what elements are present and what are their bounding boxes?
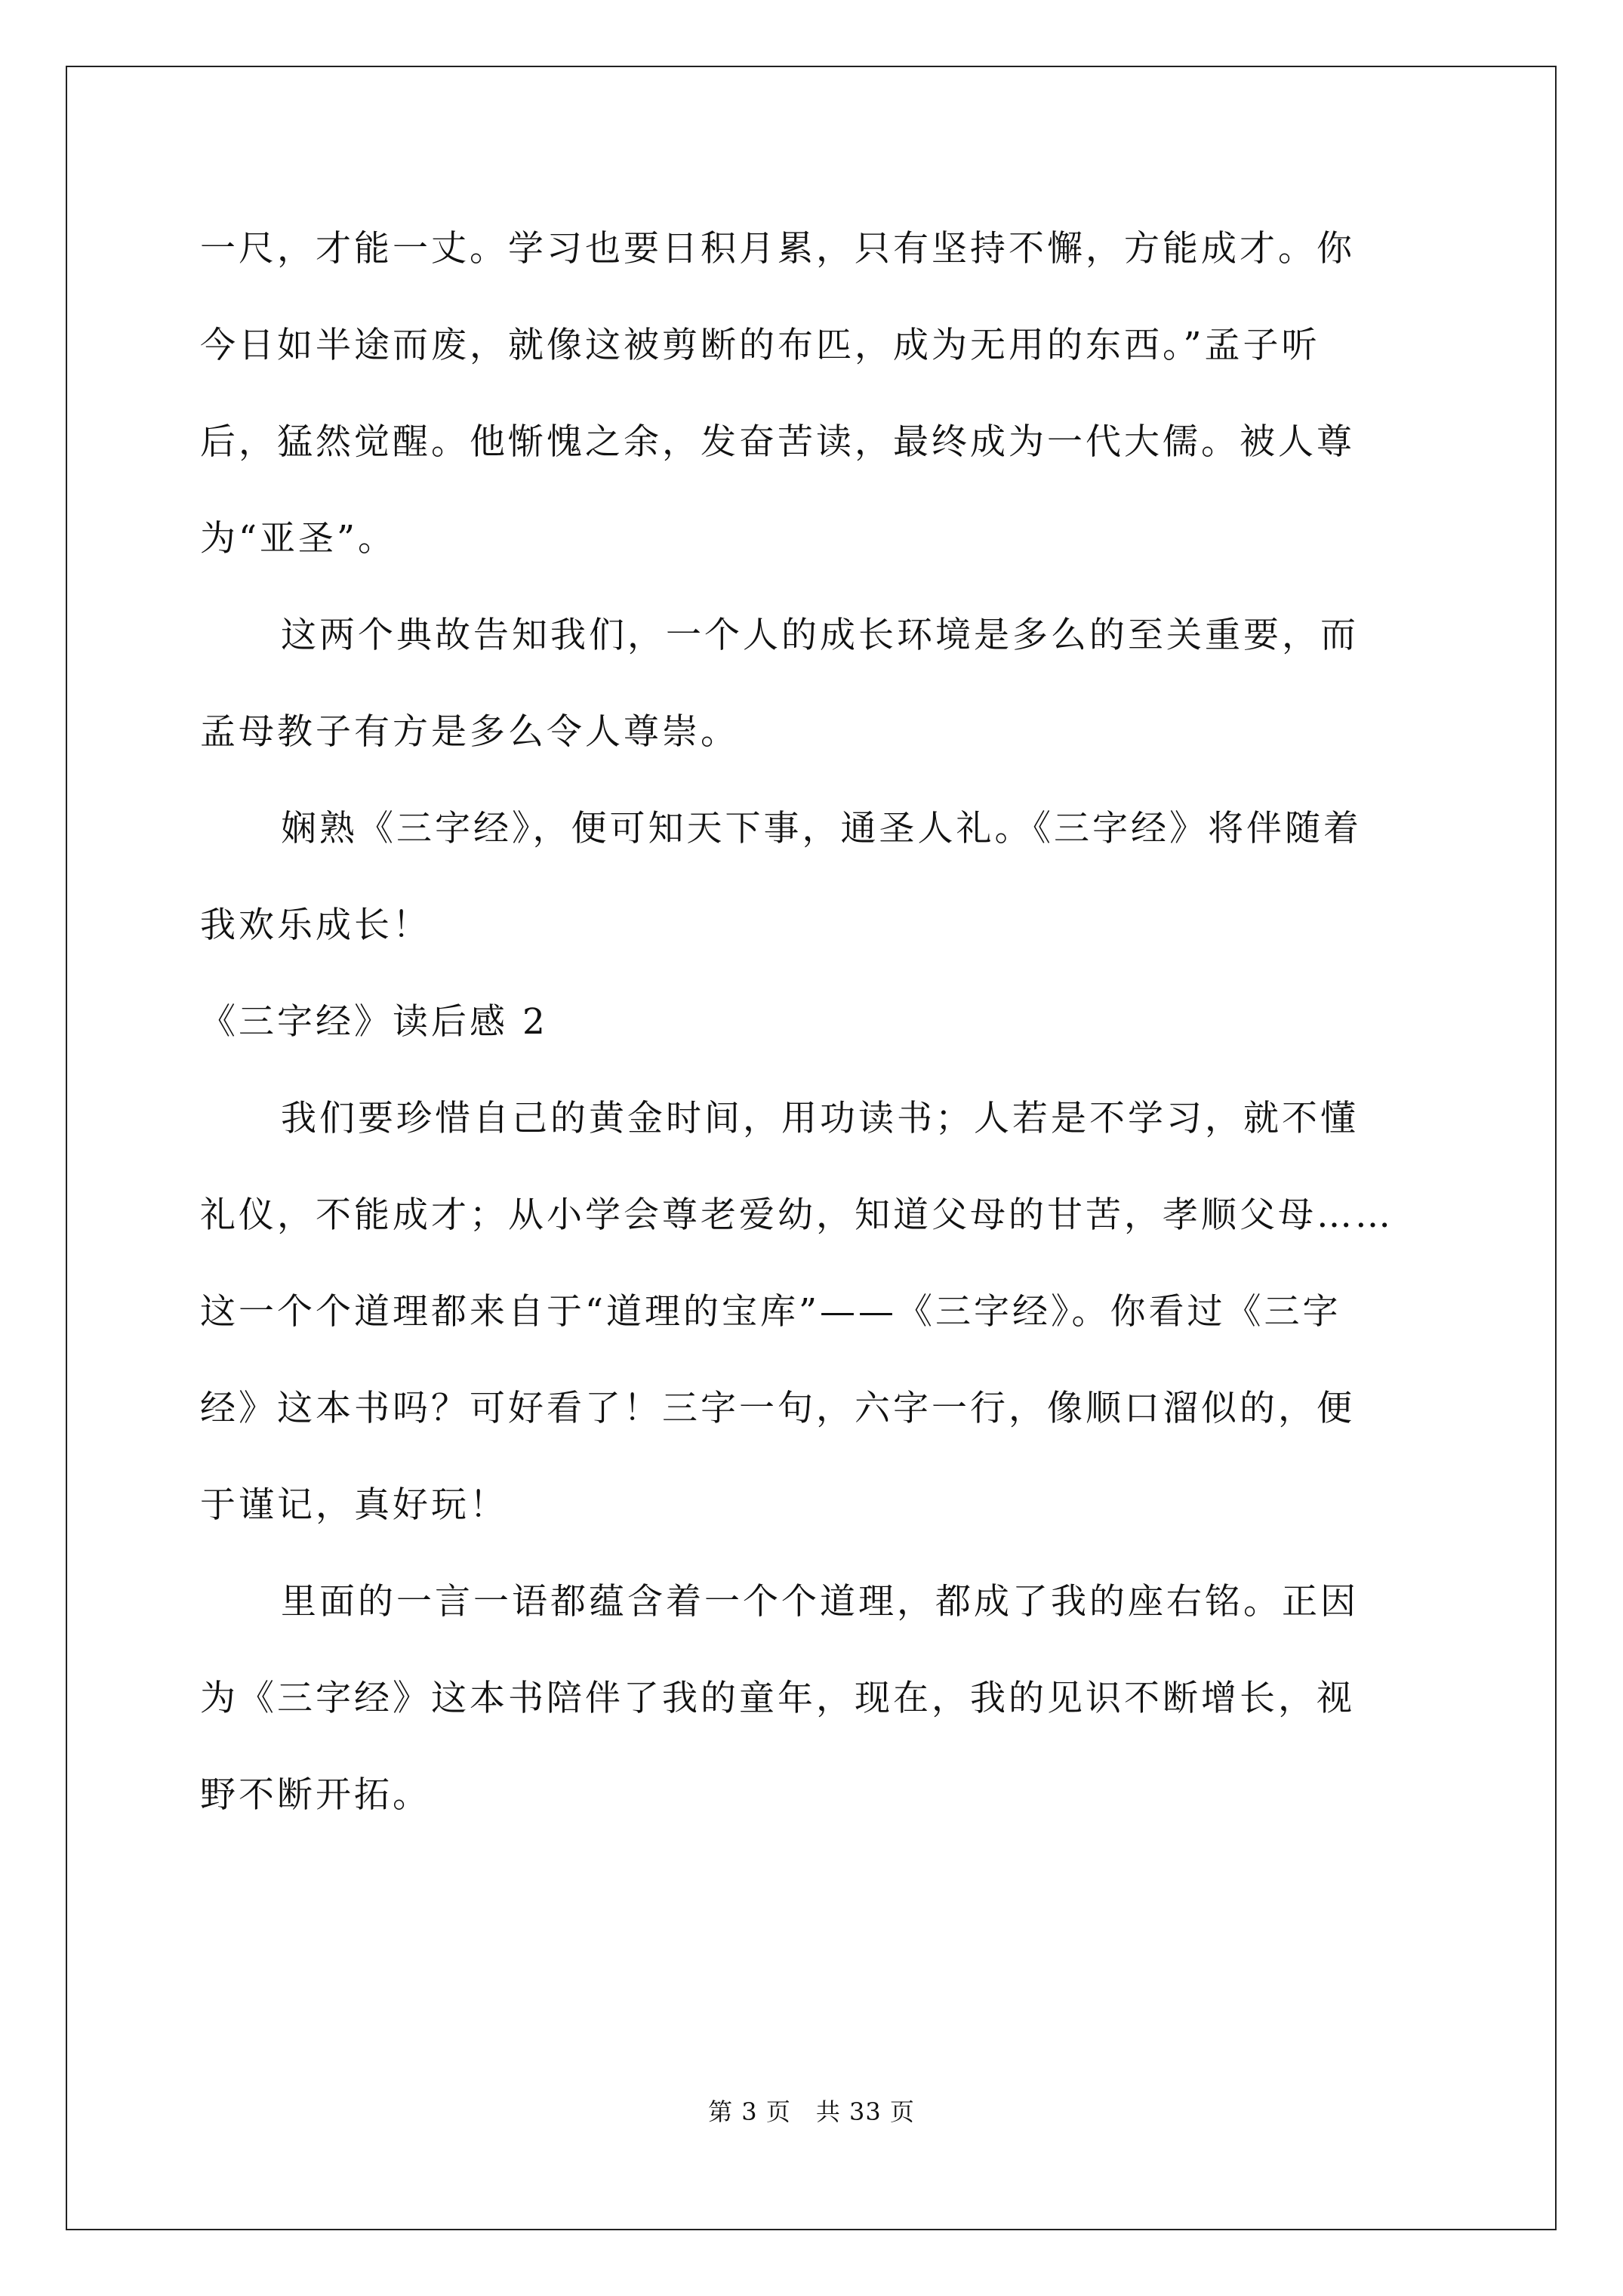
paragraph-line: 后，猛然觉醒。他惭愧之余，发奋苦读，最终成为一代大儒。被人尊: [200, 421, 1355, 463]
section-heading: 《三字经》读后感 2: [200, 1001, 548, 1043]
paragraph-line: 里面的一言一语都蕴含着一个个道理，都成了我的座右铭。正因: [281, 1581, 1359, 1623]
paragraph-line: 一尺，才能一丈。学习也要日积月累，只有坚持不懈，方能成才。你: [200, 228, 1355, 270]
paragraph-line: 我们要珍惜自己的黄金时间，用功读书；人若是不学习，就不懂: [281, 1098, 1359, 1139]
paragraph-line: 这两个典故告知我们，一个人的成长环境是多么的至关重要，而: [281, 615, 1359, 656]
page-number-footer: 第 3 页 共 33 页: [708, 2097, 915, 2126]
paragraph-line: 经》这本书吗？可好看了！三字一句，六字一行，像顺口溜似的，便: [200, 1388, 1355, 1429]
paragraph-line: 我欢乐成长！: [200, 905, 431, 946]
paragraph-line: 这一个个道理都来自于“道理的宝库”——《三字经》。你看过《三字: [200, 1291, 1341, 1333]
paragraph-line: 野不断开拓。: [200, 1774, 431, 1816]
paragraph-line: 于谨记，真好玩！: [200, 1484, 508, 1526]
paragraph-line: 为《三字经》这本书陪伴了我的童年，现在，我的见识不断增长，视: [200, 1678, 1355, 1719]
paragraph-line: 今日如半途而废，就像这被剪断的布匹，成为无用的东西。”孟子听: [200, 325, 1320, 366]
paragraph-line: 娴熟《三字经》，便可知天下事，通圣人礼。《三字经》将伴随着: [281, 808, 1362, 849]
paragraph-line: 礼仪，不能成才；从小学会尊老爱幼，知道父母的甘苦，孝顺父母……: [200, 1194, 1394, 1236]
paragraph-line: 孟母教子有方是多么令人尊崇。: [200, 711, 739, 753]
paragraph-line: 为“亚圣”。: [200, 518, 397, 559]
